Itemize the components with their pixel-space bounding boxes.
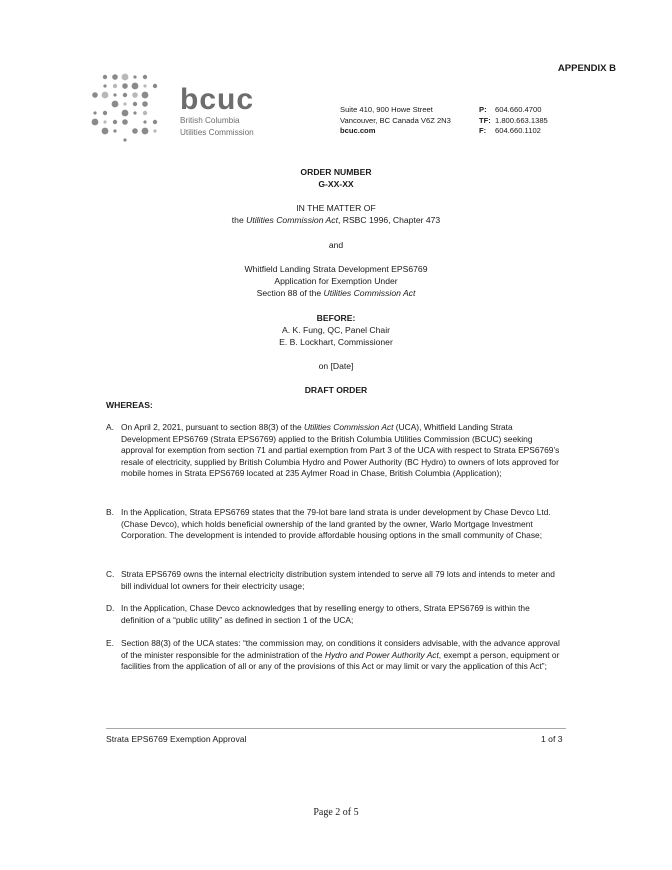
logo-dot — [113, 120, 117, 124]
address-line-2: Vancouver, BC Canada V6Z 2N3 — [340, 115, 451, 125]
fax-row — [479, 126, 548, 137]
logo-dot — [153, 84, 157, 88]
logo-dot — [143, 120, 146, 123]
recital-text: On April 2, 2021, pursuant to section 88(3) of the Utilities Commission Act (UCA), Whitfield Landing Strata Development EPS6769 (Strata EPS6769) applied to the British Columbia Utilities Commission (BCUC) seeking approval for exemption from section 71 and partial exemption from Part 3 of the UCA with respect to Strata EPS6769’s resale of electricity, supplied by British Columbia Hydro and Power Authority (BC Hydro) to owners of lots approved for mobile homes in Strata EPS6769 located at 235 Aylmer Road in Chase, British Columbia (Application); — [121, 422, 560, 478]
logo-dot — [103, 111, 107, 115]
logo-line-1: British Columbia — [180, 116, 240, 125]
footer-rule — [106, 728, 566, 729]
bcuc-logo — [180, 83, 255, 138]
logo-dot — [133, 75, 136, 78]
act-name: Utilities Commission Act — [246, 215, 338, 225]
address-line-1: Suite 410, 900 Howe Street — [340, 105, 433, 114]
logo-dot — [112, 101, 119, 108]
logo-dot — [123, 93, 127, 97]
logo-dot — [113, 84, 117, 88]
recital-a — [106, 422, 562, 480]
logo-dot — [122, 110, 129, 117]
logo-dot — [143, 75, 147, 79]
logo-dot — [153, 120, 157, 124]
footer-title: Strata EPS6769 Exemption Approval — [106, 734, 247, 744]
logo-dot — [143, 111, 147, 115]
recital-b — [106, 507, 562, 542]
logo-dot — [153, 129, 156, 132]
logo-dot — [142, 101, 148, 107]
logo-dot — [142, 128, 149, 135]
recital-text: Strata EPS6769 owns the internal electricity distribution system intended to serve all 79 lots and intends to meter and bill individual lot owners for their electricity usage; — [121, 569, 555, 591]
recital-letter: D. — [106, 603, 115, 613]
logo-dot — [142, 92, 149, 99]
logo-dot — [92, 119, 99, 126]
act-post: , RSBC 1996, Chapter 473 — [337, 215, 441, 225]
phone-number: 604.660.4700 — [495, 105, 542, 114]
tollfree-label: TF: — [479, 115, 491, 125]
matter-heading: IN THE MATTER OF — [296, 203, 376, 213]
recital-text: In the Application, Chase Devco acknowledges that by reselling energy to others, Strata EPS6769 is within the definition of a “public utility” as defined in section 1 of the UCA; — [121, 603, 530, 625]
recital-e — [106, 638, 562, 673]
appendix-label: APPENDIX B — [557, 63, 616, 74]
logo-dot — [103, 75, 107, 79]
phone-row — [479, 105, 548, 116]
logo-dot — [122, 74, 129, 81]
bcuc-logo-dots — [90, 72, 170, 144]
logo-dot — [143, 84, 146, 87]
applicant-line-2: Application for Exemption Under — [274, 276, 398, 286]
footer-page: 1 of 3 — [541, 734, 563, 744]
order-date: on [Date] — [318, 361, 354, 371]
fax-label: F: — [479, 126, 487, 135]
logo-dot — [133, 102, 137, 106]
recital-letter: A. — [106, 422, 114, 432]
applicant-line-1: Whitfield Landing Strata Development EPS6769 — [244, 264, 428, 274]
logo-dot — [122, 83, 128, 89]
address-block — [340, 105, 451, 137]
logo-dot — [93, 111, 96, 114]
recital-letter: E. — [106, 638, 114, 648]
logo-dot — [102, 92, 109, 99]
whereas-heading: WHEREAS: — [106, 400, 153, 410]
commissioner: E. B. Lockhart, Commissioner — [279, 337, 393, 347]
logo-dot — [103, 120, 106, 123]
panel-chair: A. K. Fung, QC, Panel Chair — [282, 325, 390, 335]
tollfree-number: 1.800.663.1385 — [495, 115, 548, 125]
logo-dot — [113, 129, 116, 132]
applicant-line-3 — [0, 288, 672, 300]
logo-dot — [122, 119, 128, 125]
before-heading: BEFORE: — [316, 313, 356, 323]
logo-dot — [112, 74, 118, 80]
recital-letter: C. — [106, 569, 115, 579]
phone-block — [479, 105, 548, 137]
logo-dot — [102, 128, 109, 135]
address-web: bcuc.com — [340, 126, 376, 135]
logo-dot — [133, 111, 136, 114]
logo-dot — [132, 128, 138, 134]
fax-number: 604.660.1102 — [495, 126, 541, 135]
recital-d — [106, 603, 562, 626]
tollfree-row — [479, 116, 548, 127]
applicant-line-3-pre: Section 88 of the — [256, 288, 324, 298]
applicant-line-3-act: Utilities Commission Act — [323, 288, 416, 298]
logo-dot — [123, 102, 126, 105]
logo-dot — [132, 92, 138, 98]
logo-dot — [92, 92, 98, 98]
logo-wordmark: bcuc — [180, 83, 255, 116]
phone-label: P: — [479, 105, 487, 114]
draft-order-title: DRAFT ORDER — [304, 385, 368, 395]
pdf-page-number: Page 2 of 5 — [313, 807, 359, 818]
logo-dot — [123, 138, 126, 141]
and-text: and — [328, 240, 344, 250]
recital-letter: B. — [106, 507, 114, 517]
order-number-label: ORDER NUMBER — [300, 167, 372, 177]
logo-dot — [132, 83, 139, 90]
recital-text: Section 88(3) of the UCA states: “the commission may, on conditions it considers advisable, with the advance approval of the minister responsible for the administration of the Hydro and Power Authority Act, exempt a person, equipment or facilities from the application of all or any of the provisions of this Act or may limit or vary the application of this Act”; — [121, 638, 560, 671]
logo-dot — [113, 93, 116, 96]
logo-line-2: Utilities Commission — [180, 128, 254, 137]
recital-c — [106, 569, 562, 592]
logo-dot — [103, 84, 106, 87]
recital-text: In the Application, Strata EPS6769 states that the 79-lot bare land strata is under development by Chase Devco Ltd. (Chase Devco), which holds beneficial ownership of the land granted by the owner, Warlo Mortgage Investment Corporation. The development is intended to provide affordable housing options in the small community of Chase; — [121, 507, 551, 540]
act-pre: the — [231, 215, 247, 225]
order-number: G-XX-XX — [318, 179, 354, 189]
act-line — [0, 215, 672, 227]
